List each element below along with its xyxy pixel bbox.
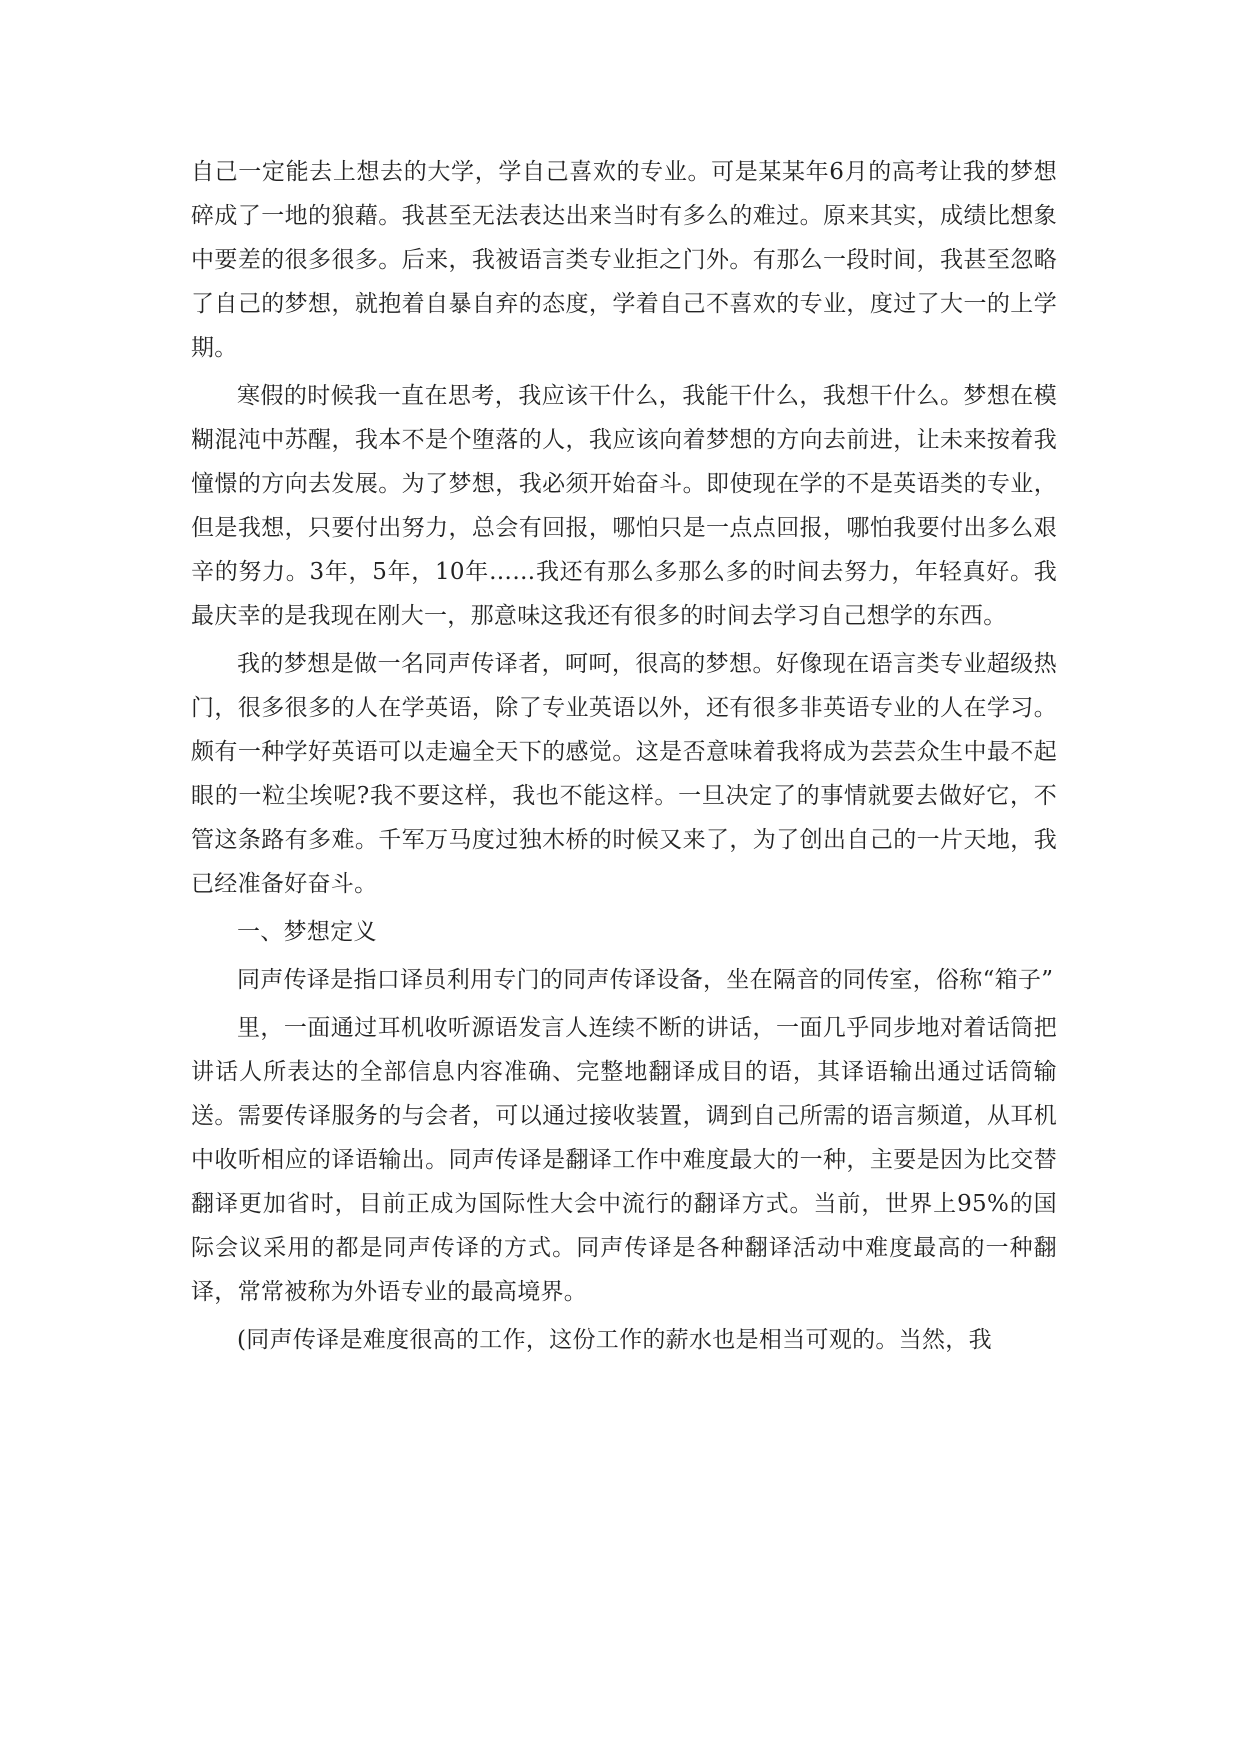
paragraph-definition-body: 里，一面通过耳机收听源语发言人连续不断的讲话，一面几乎同步地对着话筒把讲话人所表达的全部信息内容准确、完整地翻译成目的语，其译语输出通过话筒输送。需要传译服务的与会者，可以通过接收装置，调到自己所需的语言频道，从耳机中收听相应的译语输出。同声传译是翻译工作中难度最大的一种，主要是因为比交替翻译更加省时，目前正成为国际性大会中流行的翻译方式。当前，世界上95%的国际会议采用的都是同声传译的方式。同声传译是各种翻译活动中难度最高的一种翻译，常常被称为外语专业的最高境界。: [191, 1015, 1057, 1305]
paragraph-continuation: 自己一定能去上想去的大学，学自己喜欢的专业。可是某某年6月的高考让我的梦想碎成了一地的狼藉。我甚至无法表达出来当时有多么的难过。原来其实，成绩比想象中要差的很多很多。后来，我被语言类专业拒之门外。有那么一段时间，我甚至忽略了自己的梦想，就抱着自暴自弃的态度，学着自己不喜欢的专业，度过了大一的上学期。: [191, 159, 1057, 361]
paragraph-winter-break: 寒假的时候我一直在思考，我应该干什么，我能干什么，我想干什么。梦想在模糊混沌中苏醒，我本不是个堕落的人，我应该向着梦想的方向去前进，让未来按着我憧憬的方向去发展。为了梦想，我必须开始奋斗。即使现在学的不是英语类的专业，但是我想，只要付出努力，总会有回报，哪怕只是一点点回报，哪怕我要付出多么艰辛的努力。3年，5年，10年……我还有那么多那么多的时间去努力，年轻真好。我最庆幸的是我现在刚大一，那意味这我还有很多的时间去学习自己想学的东西。: [191, 383, 1057, 629]
paragraph-dream: 我的梦想是做一名同声传译者，呵呵，很高的梦想。好像现在语言类专业超级热门，很多很多的人在学英语，除了专业英语以外，还有很多非英语专业的人在学习。颇有一种学好英语可以走遍全天下的感觉。这是否意味着我将成为芸芸众生中最不起眼的一粒尘埃呢?我不要这样，我也不能这样。一旦决定了的事情就要去做好它，不管这条路有多难。千军万马度过独木桥的时候又来了，为了创出自己的一片天地，我已经准备好奋斗。: [191, 651, 1057, 897]
paragraph-salary: (同声传译是难度很高的工作，这份工作的薪水也是相当可观的。当然，我: [237, 1327, 992, 1353]
document-body: [191, 150, 1057, 1366]
section-heading-dream-definition: 一、梦想定义: [237, 919, 377, 945]
paragraph-definition-intro: 同声传译是指口译员利用专门的同声传译设备，坐在隔音的同传室，俗称“箱子”: [237, 967, 1054, 993]
